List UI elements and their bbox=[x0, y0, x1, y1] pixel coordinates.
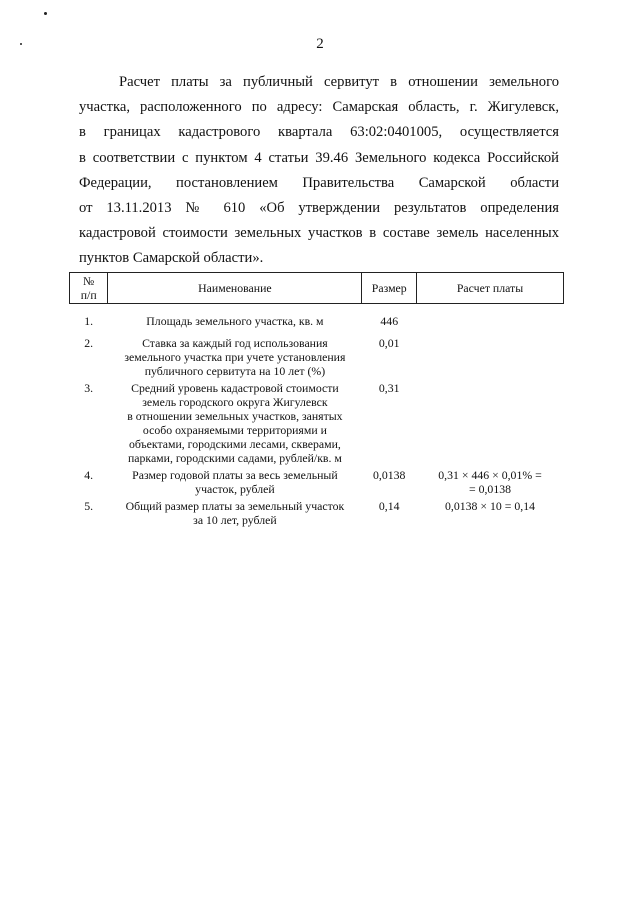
row-calculation: 0,0138 × 10 = 0,14 bbox=[445, 499, 536, 513]
row-size: 0,01 bbox=[378, 336, 400, 350]
header-name: Наименование bbox=[108, 273, 362, 304]
row-size: 0,31 bbox=[378, 381, 400, 395]
paragraph-line: в границах кадастрового квартала 63:02:0401005, осуществляется bbox=[79, 124, 559, 141]
row-name: Общий размер платы за земельный участок за 10 лет, рублей bbox=[125, 499, 345, 527]
table-row bbox=[70, 468, 564, 499]
row-name: Размер годовой платы за весь земельный участок, рублей bbox=[132, 468, 338, 496]
header-size: Размер bbox=[362, 273, 417, 304]
row-number: 3. bbox=[84, 381, 94, 395]
page-number: 2 bbox=[316, 36, 324, 52]
paragraph-line: участка, расположенного по адресу: Самарская область, г. Жигулевск, bbox=[79, 99, 559, 116]
row-number: 1. bbox=[84, 314, 94, 328]
paragraph-line: от 13.11.2013 № 610 «Об утверждении результатов определения bbox=[79, 199, 559, 216]
row-size: 446 bbox=[380, 314, 399, 328]
row-name: Средний уровень кадастровой стоимости земель городского округа Жигулевск в отношении земельных участков, занятых особо охраняемыми территориями и объектами, городскими лесами, скверами, парками, городскими садами, рублей/кв. м bbox=[127, 381, 343, 465]
row-name: Площадь земельного участка, кв. м bbox=[146, 314, 324, 328]
paragraph-line: в соответствии с пунктом 4 статьи 39.46 Земельного кодекса Российской bbox=[79, 149, 559, 166]
row-size: 0,0138 bbox=[373, 468, 406, 482]
row-calculation bbox=[417, 381, 564, 468]
header-calculation: Расчет платы bbox=[417, 273, 564, 304]
table-row bbox=[70, 381, 564, 468]
paragraph-line: кадастровой стоимости земельных участков в составе земель населенных bbox=[79, 225, 559, 242]
header-number: № п/п bbox=[70, 273, 108, 304]
row-number: 4. bbox=[84, 468, 94, 482]
scan-speck bbox=[44, 12, 47, 15]
row-number: 5. bbox=[84, 499, 94, 513]
row-calculation bbox=[417, 336, 564, 381]
intro-paragraph bbox=[79, 70, 559, 272]
row-calculation: 0,31 × 446 × 0,01% = = 0,0138 bbox=[438, 468, 542, 496]
row-calculation bbox=[417, 304, 564, 337]
table-row bbox=[70, 304, 564, 337]
fee-table bbox=[69, 272, 564, 530]
row-size: 0,14 bbox=[378, 499, 400, 513]
paragraph-line: Расчет платы за публичный сервитут в отношении земельного bbox=[119, 74, 559, 90]
paragraph-line: Федерации, постановлением Правительства Самарской области bbox=[79, 174, 559, 191]
table-row bbox=[70, 336, 564, 381]
table-row bbox=[70, 499, 564, 530]
table-header-row bbox=[70, 273, 564, 304]
row-number: 2. bbox=[84, 336, 94, 350]
paragraph-line: пунктов Самарской области». bbox=[79, 250, 264, 267]
row-name: Ставка за каждый год использования земельного участка при учете установления публичного сервитута на 10 лет (%) bbox=[124, 336, 346, 378]
